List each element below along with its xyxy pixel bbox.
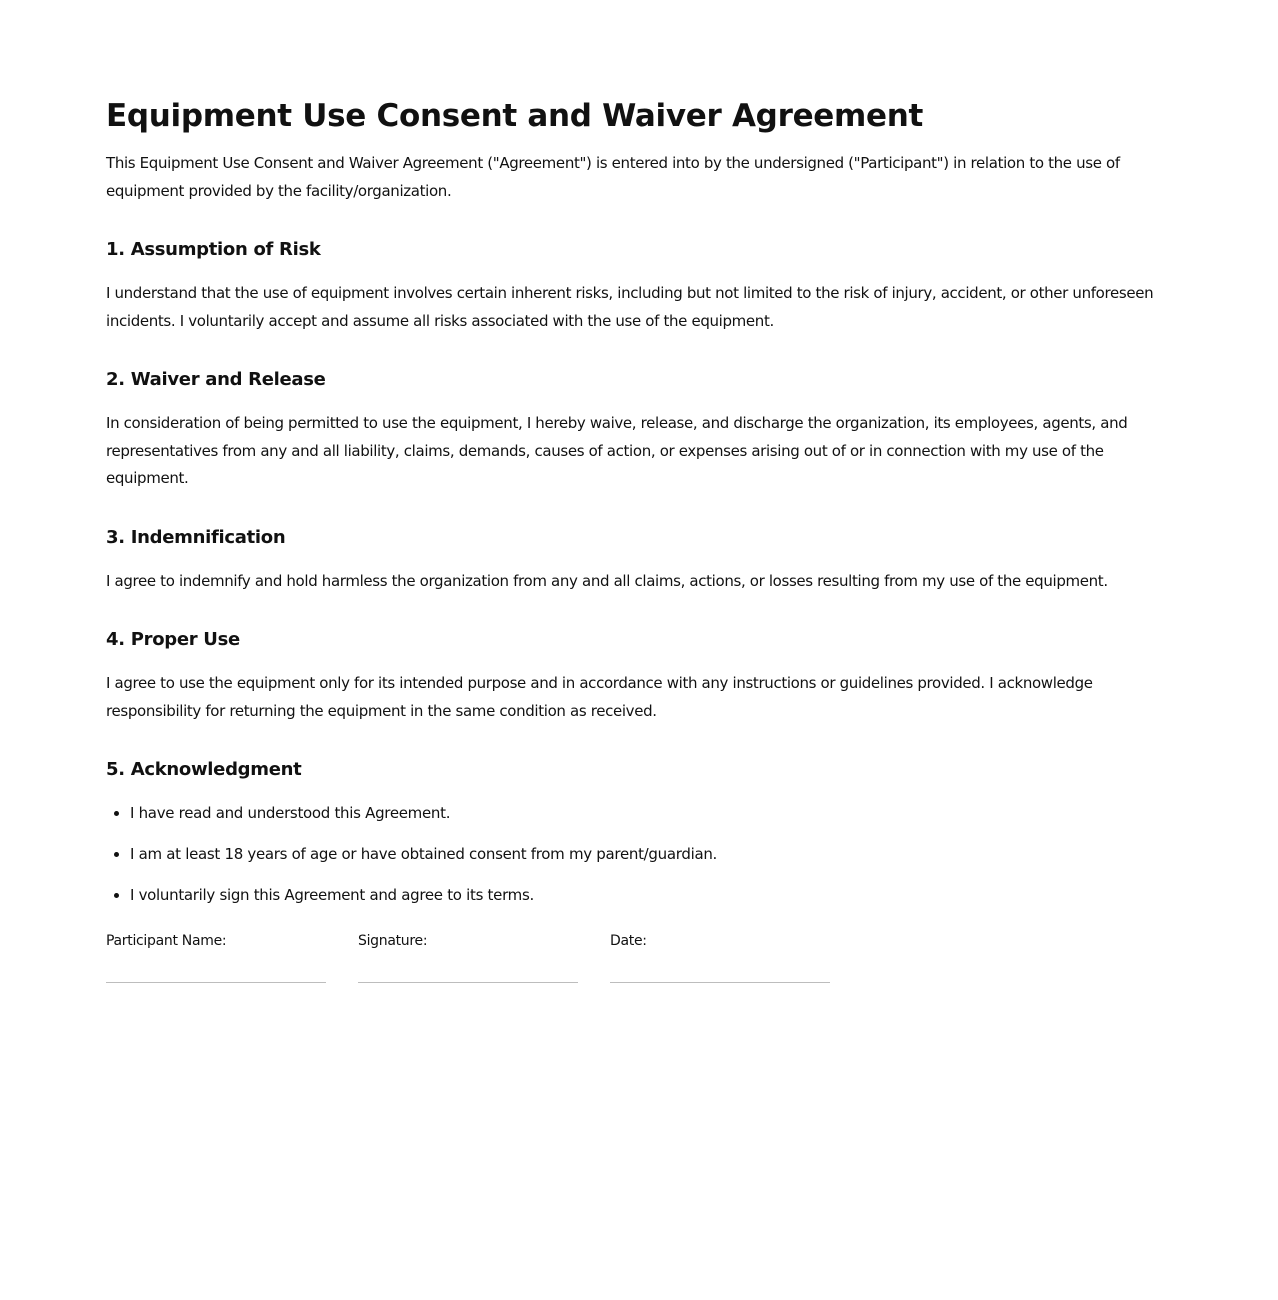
section-proper-use bbox=[106, 626, 1172, 725]
list-item: • I am at least 18 years of age or have obtained consent from my parent/guardian. bbox=[130, 841, 1172, 869]
section-waiver-and-release bbox=[106, 366, 1172, 493]
section-assumption-of-risk bbox=[106, 236, 1172, 335]
signature-block bbox=[106, 930, 830, 983]
page-title: Equipment Use Consent and Waiver Agreement bbox=[106, 98, 924, 134]
section-heading: 1. Assumption of Risk bbox=[106, 239, 321, 260]
signature-label: Signature: bbox=[358, 933, 428, 949]
signature-field-group bbox=[358, 930, 578, 983]
section-heading: 2. Waiver and Release bbox=[106, 369, 326, 390]
section-acknowledgment bbox=[106, 756, 1172, 910]
section-body: In consideration of being permitted to use the equipment, I hereby waive, release, and discharge the organization, its employees, agents, and representatives from any and all liability, claims, demands, causes of action, or expenses arising out of or in connection with my use of the equipment. bbox=[106, 414, 1128, 487]
participant-name-field-group bbox=[106, 930, 326, 983]
agreement-document bbox=[106, 92, 1172, 923]
participant-name-input[interactable] bbox=[106, 982, 326, 983]
section-body: I agree to indemnify and hold harmless the organization from any and all claims, actions, or losses resulting from my use of the equipment. bbox=[106, 571, 1108, 590]
date-label: Date: bbox=[610, 933, 647, 949]
section-heading: 5. Acknowledgment bbox=[106, 759, 302, 780]
date-field-group bbox=[610, 930, 830, 983]
section-indemnification bbox=[106, 524, 1172, 596]
section-body: I agree to use the equipment only for its intended purpose and in accordance with any instructions or guidelines provided. I acknowledge responsibility for returning the equipment in the same condition as received. bbox=[106, 674, 1093, 720]
participant-name-label: Participant Name: bbox=[106, 933, 227, 949]
signature-input[interactable] bbox=[358, 982, 578, 983]
intro-paragraph: This Equipment Use Consent and Waiver Agreement ("Agreement") is entered into by the undersigned ("Participant") in relation to the use of equipment provided by the facility/organization. bbox=[106, 154, 1120, 200]
section-heading: 3. Indemnification bbox=[106, 526, 286, 548]
section-heading: 4. Proper Use bbox=[106, 629, 240, 650]
list-item: • I have read and understood this Agreement. bbox=[130, 800, 1172, 828]
list-item: • I voluntarily sign this Agreement and agree to its terms. bbox=[130, 882, 1172, 910]
date-input[interactable] bbox=[610, 982, 830, 983]
section-body: I understand that the use of equipment involves certain inherent risks, including but not limited to the risk of injury, accident, or other unforeseen incidents. I voluntarily accept and assume all risks associated with the use of the equipment. bbox=[106, 284, 1154, 330]
acknowledgment-list bbox=[106, 800, 1172, 910]
